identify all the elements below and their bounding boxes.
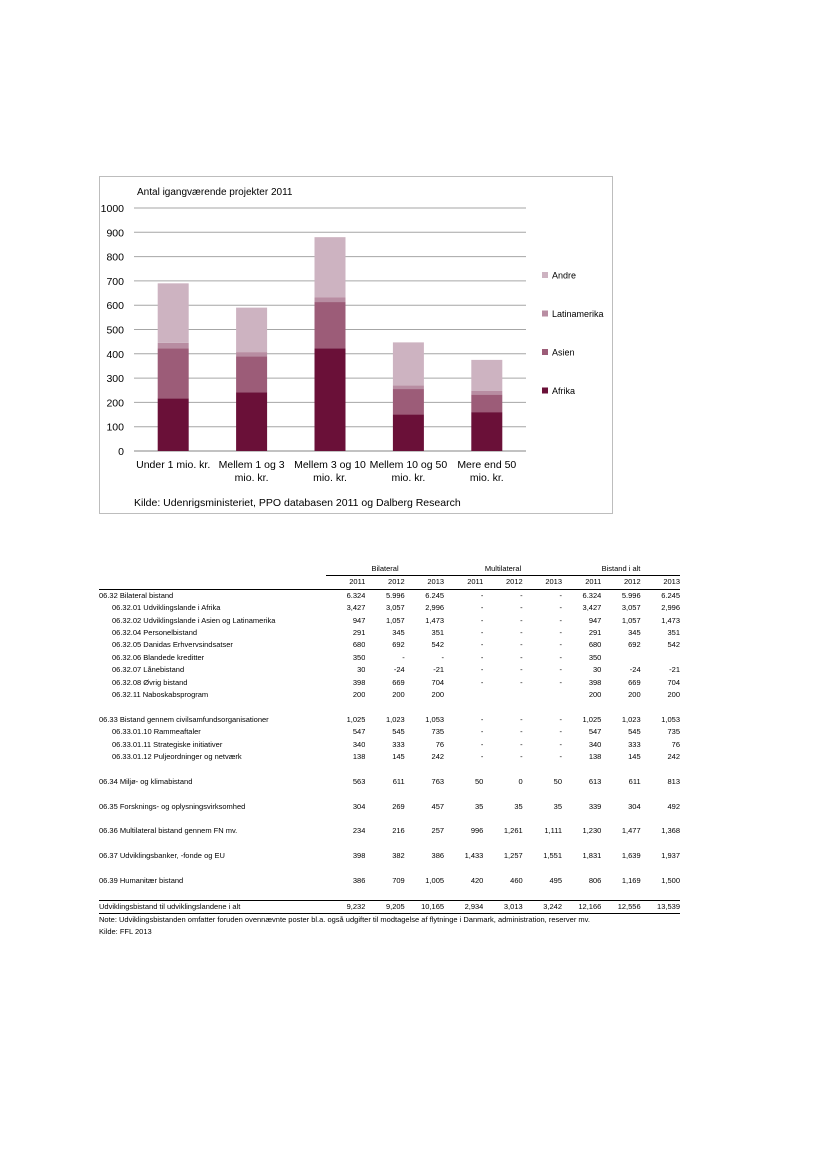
row-value: 611	[392, 776, 405, 786]
group-header-multilateral: Multilateral	[444, 563, 562, 576]
x-tick-label: mio. kr.	[234, 472, 269, 484]
total-value: 12,166	[562, 900, 601, 913]
budget-table	[99, 563, 680, 914]
legend-swatch	[542, 349, 548, 355]
row-value: 1,500	[661, 876, 680, 886]
table-row	[99, 602, 680, 614]
year-header: 2013	[523, 576, 562, 589]
row-value: -24	[393, 665, 405, 675]
row-value: 1,053	[661, 714, 680, 724]
row-value: 692	[628, 640, 641, 650]
row-value: 76	[671, 739, 680, 749]
y-tick-label: 400	[106, 348, 124, 361]
row-value: 492	[667, 801, 680, 811]
row-value: 50	[475, 776, 484, 786]
row-value: 669	[392, 677, 405, 687]
bar-asien-3	[393, 389, 424, 415]
row-value: 291	[352, 628, 366, 638]
row-value: 1,433	[464, 851, 484, 861]
row-value: -	[480, 714, 484, 724]
row-value: -21	[433, 665, 445, 675]
row-value: -	[480, 652, 484, 662]
row-value: -	[559, 603, 563, 613]
row-value: 547	[352, 727, 366, 737]
row-value: 216	[392, 826, 405, 836]
legend-label: Andre	[552, 270, 577, 281]
row-label: 06.32.06 Blandede kreditter	[112, 652, 205, 662]
row-value: -	[480, 677, 484, 687]
row-value: 669	[628, 677, 641, 687]
row-value: -	[480, 752, 484, 762]
total-value: 13,539	[641, 900, 680, 913]
row-value: -	[520, 652, 523, 662]
y-tick-label: 700	[106, 275, 124, 288]
row-value: 735	[667, 727, 680, 737]
bar-andre-2	[315, 237, 346, 297]
chart-panel	[99, 176, 613, 514]
row-value: -	[559, 652, 563, 662]
y-tick-label: 100	[106, 421, 124, 434]
row-value: 457	[431, 801, 445, 811]
row-value: 200	[628, 690, 641, 700]
row-value: 996	[470, 826, 484, 836]
row-value: 1,230	[582, 826, 602, 836]
row-value: -	[559, 714, 563, 724]
row-label: 06.36 Multilateral bistand gennem FN mv.	[99, 826, 238, 836]
row-value: -21	[669, 665, 680, 675]
row-value: 304	[352, 801, 366, 811]
legend-swatch	[542, 311, 548, 317]
row-value: 806	[588, 876, 602, 886]
row-value: 704	[667, 677, 680, 687]
row-value: -	[480, 590, 484, 600]
x-tick-label: mio. kr.	[313, 472, 347, 484]
group-header-bilateral: Bilateral	[326, 563, 444, 576]
table-row	[99, 589, 680, 602]
row-value: 613	[588, 776, 602, 786]
header-label-spacer	[99, 576, 326, 589]
x-tick-label: mio. kr.	[469, 472, 504, 484]
row-value: 1,473	[661, 615, 680, 625]
row-value: 345	[628, 628, 641, 638]
row-value: -	[520, 665, 523, 675]
table-row	[99, 825, 680, 837]
bar-asien-2	[315, 302, 346, 348]
row-value: -	[559, 665, 563, 675]
row-value: 3,057	[621, 603, 641, 613]
row-value: -	[520, 727, 523, 737]
row-value: 1,477	[621, 826, 641, 836]
y-tick-label: 300	[106, 373, 124, 386]
row-label: 06.33 Bistand gennem civilsamfundsorganisationer	[99, 714, 269, 724]
bar-afrika-2	[315, 348, 346, 451]
y-tick-label: 1000	[100, 203, 124, 215]
row-value: 138	[588, 752, 602, 762]
row-value: 30	[357, 665, 366, 675]
x-tick-label: mio. kr.	[391, 472, 426, 484]
x-tick-label: Mellem 10 og 50	[369, 459, 448, 471]
row-value: -	[402, 652, 405, 662]
row-value: 242	[667, 752, 680, 762]
row-value: 350	[588, 652, 602, 662]
row-value: -	[520, 752, 523, 762]
row-label: 06.33.01.12 Puljeordninger og netværk	[112, 752, 242, 762]
row-value: 340	[588, 739, 602, 749]
row-value: 35	[514, 801, 523, 811]
row-value: 398	[352, 851, 366, 861]
row-label: 06.33.01.10 Rammeaftaler	[112, 727, 201, 737]
row-value: -	[520, 640, 523, 650]
total-value: 3,013	[483, 900, 522, 913]
row-value: -	[480, 603, 484, 613]
row-value: 1,639	[621, 851, 641, 861]
row-value: -24	[629, 665, 641, 675]
bar-latinamerika-4	[471, 391, 502, 395]
row-value: 704	[431, 677, 445, 687]
row-value: 6.324	[346, 590, 366, 600]
row-value: 545	[628, 727, 641, 737]
row-value: 30	[592, 665, 602, 675]
table-note: Note: Udviklingsbistanden omfatter foruden ovennævnte poster bl.a. også udgifter til modtagelse af flytninge i Danmark, administration, reserver mv.	[99, 915, 590, 925]
row-value: -	[559, 739, 563, 749]
table-row	[99, 850, 680, 862]
total-value: 2,934	[444, 900, 483, 913]
row-value: 1,257	[503, 851, 523, 861]
row-value: -	[520, 677, 523, 687]
row-value: 3,427	[582, 603, 602, 613]
row-value: -	[480, 628, 484, 638]
table-source: Kilde: FFL 2013	[99, 927, 152, 937]
y-tick-label: 900	[106, 227, 124, 240]
row-value: 333	[628, 739, 641, 749]
row-value: 200	[431, 690, 445, 700]
row-value: 420	[470, 876, 484, 886]
row-value: -	[441, 652, 445, 662]
row-value: 460	[510, 876, 523, 886]
spacer-row	[99, 863, 680, 875]
row-value: 345	[392, 628, 405, 638]
spacer-row	[99, 788, 680, 800]
row-value: 611	[628, 776, 641, 786]
row-value: 257	[431, 826, 445, 836]
row-value: 35	[475, 801, 484, 811]
bar-latinamerika-0	[158, 343, 189, 349]
row-value: 545	[392, 727, 405, 737]
row-value: 200	[667, 690, 680, 700]
year-header: 2013	[641, 576, 680, 589]
table-row	[99, 627, 680, 639]
table-row	[99, 714, 680, 726]
spacer-row	[99, 838, 680, 850]
total-value: 3,242	[523, 900, 562, 913]
row-value: 547	[588, 727, 602, 737]
row-value: 1,937	[661, 851, 680, 861]
row-value: 1,025	[582, 714, 602, 724]
row-value: 6.245	[661, 590, 680, 600]
table-row	[99, 615, 680, 627]
row-value: 692	[392, 640, 405, 650]
row-value: -	[559, 677, 563, 687]
row-value: -	[480, 727, 484, 737]
row-value: 1,023	[385, 714, 405, 724]
bar-afrika-0	[158, 398, 189, 451]
row-value: 339	[588, 801, 602, 811]
row-value: 398	[352, 677, 366, 687]
row-value: 50	[553, 776, 563, 786]
table-row	[99, 677, 680, 689]
row-label: 06.33.01.11 Strategiske initiativer	[112, 739, 223, 749]
row-label: 06.32.01 Udviklingslande i Afrika	[112, 603, 221, 613]
bar-latinamerika-2	[315, 297, 346, 302]
chart-legend	[542, 271, 604, 397]
row-value	[444, 689, 483, 701]
row-value: 1,831	[582, 851, 602, 861]
row-label: 06.32.11 Naboskabsprogram	[112, 690, 209, 700]
bar-latinamerika-1	[236, 352, 267, 356]
total-row	[99, 900, 680, 913]
row-value: 350	[352, 652, 366, 662]
table-row	[99, 875, 680, 887]
spacer-row	[99, 763, 680, 775]
row-value: 680	[352, 640, 366, 650]
total-value: 12,556	[601, 900, 640, 913]
row-value: 386	[352, 876, 366, 886]
table-row	[99, 664, 680, 676]
row-label: 06.32 Bilateral bistand	[99, 590, 174, 600]
row-label: 06.32.04 Personelbistand	[112, 628, 198, 638]
row-value: 138	[352, 752, 366, 762]
table-row	[99, 739, 680, 751]
row-label: 06.34 Miljø- og klimabistand	[99, 776, 193, 786]
row-value: 1,169	[621, 876, 641, 886]
row-value: -	[559, 752, 563, 762]
budget-table-section	[99, 563, 680, 938]
row-value: -	[559, 590, 563, 600]
row-value: 242	[431, 752, 445, 762]
row-value: 1,005	[425, 876, 445, 886]
row-value: 3,057	[385, 603, 405, 613]
bar-andre-4	[471, 360, 502, 391]
x-tick-label: Mellem 1 og 3	[218, 459, 285, 471]
row-value: 5.996	[621, 590, 641, 600]
row-value: 495	[549, 876, 563, 886]
row-value: 1,261	[503, 826, 523, 836]
bar-asien-0	[158, 348, 189, 398]
row-value: 1,053	[425, 714, 445, 724]
bar-afrika-4	[471, 412, 502, 451]
bar-latinamerika-3	[393, 385, 424, 389]
row-value	[641, 652, 680, 664]
row-value: -	[520, 739, 523, 749]
row-value: -	[520, 628, 523, 638]
table-body	[99, 576, 680, 914]
row-value	[601, 652, 640, 664]
row-value: -	[520, 603, 523, 613]
row-value	[483, 689, 522, 701]
spacer-row	[99, 887, 680, 900]
y-tick-label: 200	[106, 397, 124, 410]
legend-label: Afrika	[552, 386, 576, 396]
legend-label: Asien	[552, 347, 575, 358]
year-header: 2012	[483, 576, 522, 589]
row-value: 351	[667, 628, 680, 638]
row-value: 351	[431, 628, 445, 638]
row-value: 333	[392, 739, 405, 749]
row-label: 06.32.07 Lånebistand	[112, 665, 185, 675]
row-value: 947	[588, 615, 602, 625]
legend-swatch	[542, 388, 548, 394]
bar-afrika-3	[393, 415, 424, 451]
year-header: 2012	[601, 576, 640, 589]
year-header: 2011	[444, 576, 483, 589]
x-tick-label: Mellem 3 og 10	[294, 459, 366, 471]
bar-afrika-1	[236, 392, 267, 451]
row-value: -	[520, 714, 523, 724]
row-value: -	[520, 590, 523, 600]
spacer-row	[99, 701, 680, 713]
table-group-header	[99, 563, 680, 576]
row-value: 2,996	[661, 603, 680, 613]
row-value: -	[480, 739, 484, 749]
row-value: 680	[588, 640, 602, 650]
row-value: 709	[392, 876, 405, 886]
row-value: 5.996	[385, 590, 405, 600]
row-value: 1,111	[544, 826, 563, 836]
year-header: 2011	[562, 576, 601, 589]
row-value: 1,057	[385, 615, 405, 625]
legend-label: Latinamerika	[552, 309, 604, 319]
bar-asien-1	[236, 356, 267, 392]
total-value: 9,205	[365, 900, 404, 913]
row-value: 291	[588, 628, 602, 638]
y-tick-label: 500	[106, 324, 124, 337]
row-value: 1,551	[543, 851, 563, 861]
row-label: 06.32.02 Udviklingslande i Asien og Latinamerika	[112, 615, 276, 625]
y-tick-label: 0	[118, 446, 124, 458]
row-value: 735	[431, 727, 445, 737]
x-tick-label: Under 1 mio. kr.	[136, 459, 211, 471]
row-value: -	[559, 615, 563, 625]
table-row	[99, 652, 680, 664]
row-label: 06.32.08 Øvrig bistand	[112, 677, 188, 687]
x-tick-label: Mere end 50	[457, 459, 517, 471]
row-value: 35	[553, 801, 563, 811]
row-value: 813	[667, 776, 680, 786]
row-value: -	[520, 615, 523, 625]
row-value: 563	[352, 776, 366, 786]
chart-source: Kilde: Udenrigsministeriet, PPO databasen 2011 og Dalberg Research	[134, 497, 461, 509]
row-value: 1,057	[621, 615, 641, 625]
y-tick-label: 600	[106, 300, 124, 313]
bar-andre-1	[236, 308, 267, 352]
row-value: -	[480, 665, 484, 675]
row-value	[523, 689, 562, 701]
row-value: 200	[588, 690, 602, 700]
row-value: 6.245	[425, 590, 445, 600]
bar-andre-3	[393, 342, 424, 385]
table-row	[99, 776, 680, 788]
row-label: 06.39 Humanitær bistand	[99, 876, 184, 886]
x-axis-labels	[136, 459, 516, 484]
total-label: Udviklingsbistand til udviklingslandene i alt	[99, 900, 326, 913]
row-value: 382	[392, 851, 405, 861]
row-value: 145	[628, 752, 641, 762]
row-value: 6.324	[582, 590, 602, 600]
y-tick-label: 800	[106, 251, 124, 264]
y-axis-ticks	[101, 203, 125, 458]
row-value: 340	[352, 739, 366, 749]
row-value: 200	[392, 690, 405, 700]
year-header: 2013	[405, 576, 444, 589]
table-row	[99, 801, 680, 813]
row-value: 1,025	[346, 714, 366, 724]
row-value: 542	[667, 640, 680, 650]
year-header: 2012	[365, 576, 404, 589]
row-value: 398	[588, 677, 602, 687]
row-value: -	[480, 640, 484, 650]
table-year-header	[99, 576, 680, 589]
total-value: 9,232	[326, 900, 365, 913]
spacer-row	[99, 813, 680, 825]
row-value: 1,368	[661, 826, 680, 836]
chart-title: Antal igangværende projekter 2011	[137, 187, 293, 198]
group-header-total: Bistand i alt	[562, 563, 680, 576]
row-label: 06.32.05 Danidas Erhvervsindsatser	[112, 640, 233, 650]
row-value: 763	[431, 776, 445, 786]
row-value: -	[559, 727, 563, 737]
row-value: 234	[352, 826, 366, 836]
row-value: 1,473	[425, 615, 445, 625]
row-label: 06.37 Udviklingsbanker, -fonde og EU	[99, 851, 225, 861]
row-value: 304	[628, 801, 641, 811]
legend-swatch	[542, 272, 548, 278]
row-value: 1,023	[621, 714, 641, 724]
row-value: 200	[352, 690, 366, 700]
row-value: 2,996	[425, 603, 445, 613]
row-value: 269	[392, 801, 405, 811]
year-header: 2011	[326, 576, 365, 589]
row-value: 145	[392, 752, 405, 762]
bar-asien-4	[471, 395, 502, 412]
row-value: 542	[431, 640, 445, 650]
row-value: -	[480, 615, 484, 625]
row-value: -	[559, 640, 563, 650]
bar-andre-0	[158, 283, 189, 343]
row-value: 3,427	[346, 603, 366, 613]
table-row	[99, 639, 680, 651]
total-value: 10,165	[405, 900, 444, 913]
chart-bars	[158, 237, 503, 451]
table-row	[99, 726, 680, 738]
row-value: 947	[352, 615, 366, 625]
table-row	[99, 689, 680, 701]
stacked-bar-chart	[100, 177, 614, 515]
row-value: 76	[435, 739, 445, 749]
row-label: 06.35 Forsknings- og oplysningsvirksomhed	[99, 801, 246, 811]
table-row	[99, 751, 680, 763]
row-value: -	[559, 628, 563, 638]
row-value: 386	[431, 851, 445, 861]
row-value: 0	[518, 776, 523, 786]
